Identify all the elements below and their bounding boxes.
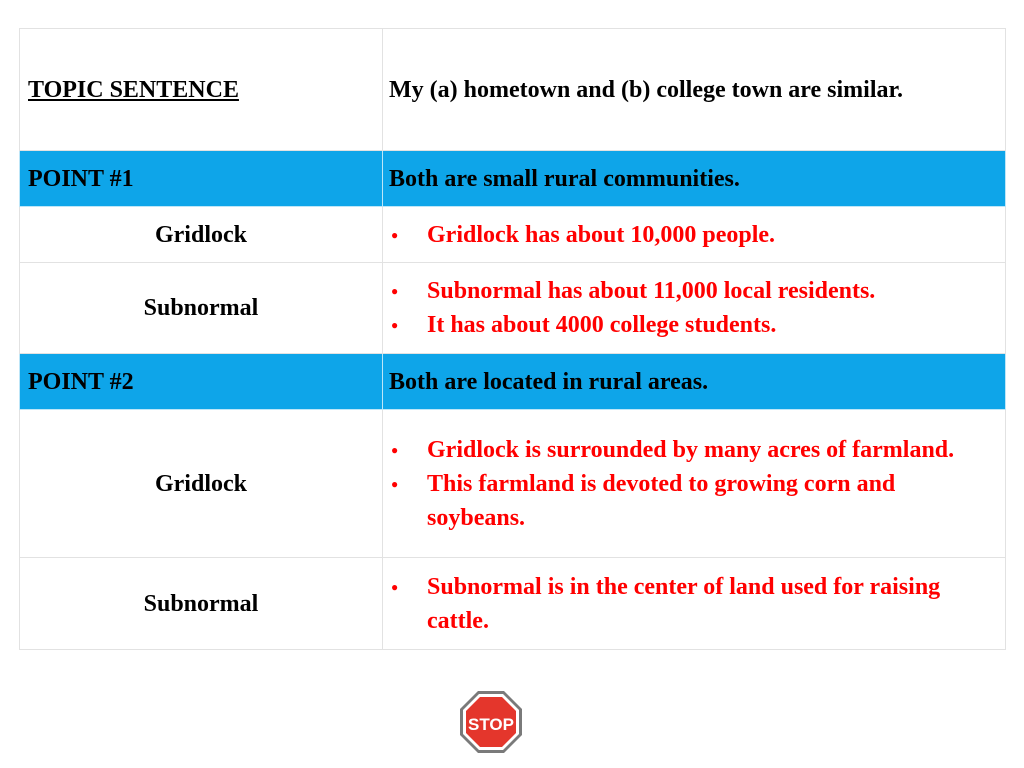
topic-label-cell	[20, 29, 383, 151]
topic-label: TOPIC SENTENCE	[28, 76, 239, 103]
bullet-icon: ●	[391, 227, 399, 242]
bullet-text: This farmland is devoted to growing corn and soybeans.	[427, 470, 896, 531]
support-row	[20, 263, 1006, 354]
bullet-icon: ●	[391, 442, 399, 457]
place-label: Gridlock	[154, 221, 247, 248]
bullet-list	[383, 570, 1005, 638]
bullet-icon: ●	[391, 284, 399, 298]
place-cell	[20, 558, 383, 650]
support-row	[20, 410, 1006, 558]
bullet-item	[383, 433, 995, 467]
outline-table	[19, 28, 1006, 650]
point-text-cell	[383, 151, 1006, 207]
point-row	[20, 354, 1006, 410]
bullet-list	[383, 218, 1005, 252]
topic-sentence: My (a) hometown and (b) college town are similar.	[389, 76, 903, 103]
details-cell	[383, 207, 1006, 263]
point-label-cell	[20, 151, 383, 207]
support-row	[20, 558, 1006, 650]
bullet-icon: ●	[391, 579, 399, 594]
place-label: Subnormal	[143, 590, 259, 617]
details-cell	[383, 410, 1006, 558]
details-cell	[383, 558, 1006, 650]
bullet-item	[383, 308, 995, 342]
point-text: Both are small rural communities.	[389, 165, 740, 192]
point-text-cell	[383, 354, 1006, 410]
stop-sign-icon[interactable]	[459, 690, 523, 754]
place-cell	[20, 263, 383, 354]
place-cell	[20, 410, 383, 558]
bullet-text: Gridlock has about 10,000 people.	[427, 221, 776, 248]
place-cell	[20, 207, 383, 263]
point-label-cell	[20, 354, 383, 410]
bullet-item	[383, 218, 995, 252]
bullet-list	[383, 433, 1005, 535]
bullet-icon: ●	[391, 318, 399, 332]
place-label: Subnormal	[143, 295, 259, 321]
bullet-item	[383, 274, 995, 308]
place-label: Gridlock	[154, 470, 247, 497]
stop-text: STOP	[468, 715, 514, 734]
bullet-text: Gridlock is surrounded by many acres of farmland.	[427, 436, 955, 463]
point-label: POINT #1	[28, 165, 134, 192]
bullet-list	[383, 274, 1005, 342]
bullet-text: It has about 4000 college students.	[427, 312, 777, 338]
point-row	[20, 151, 1006, 207]
bullet-item	[383, 570, 995, 638]
bullet-text: Subnormal is in the center of land used for raising cattle.	[427, 573, 941, 634]
bullet-item	[383, 467, 995, 535]
details-cell	[383, 263, 1006, 354]
topic-sentence-cell	[383, 29, 1006, 151]
topic-row	[20, 29, 1006, 151]
bullet-text: Subnormal has about 11,000 local residents.	[427, 278, 876, 304]
stop-sign-graphic	[459, 690, 523, 754]
bullet-icon: ●	[391, 476, 399, 491]
point-text: Both are located in rural areas.	[389, 368, 709, 395]
point-label: POINT #2	[28, 368, 134, 395]
support-row	[20, 207, 1006, 263]
